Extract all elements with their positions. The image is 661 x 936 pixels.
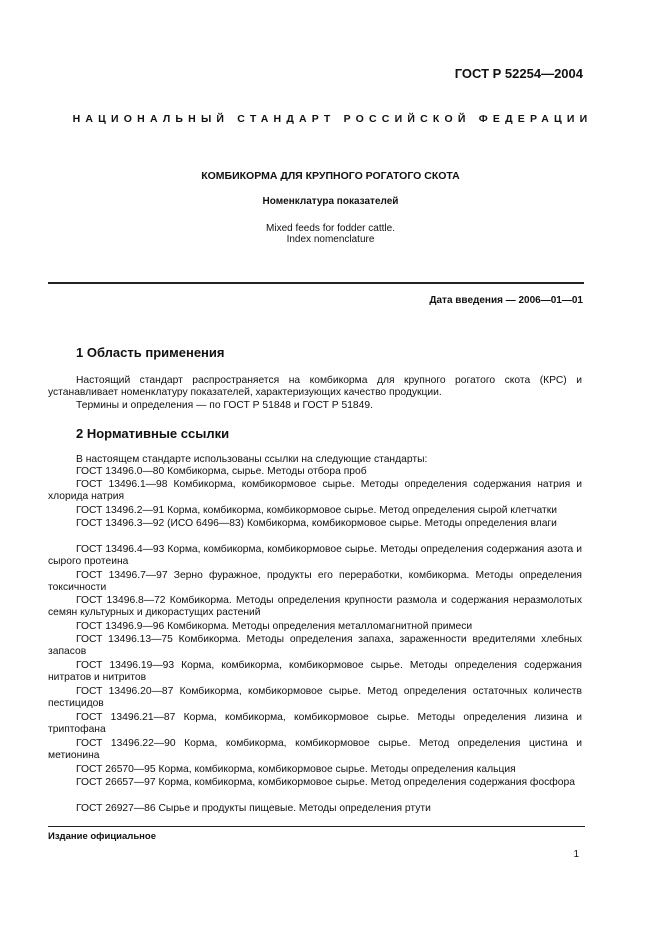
reference-item: ГОСТ 13496.19—93 Корма, комбикорма, комбикормовое сырье. Методы определения содержания нитратов и нитритов	[48, 660, 582, 684]
reference-item: ГОСТ 13496.9—96 Комбикорма. Методы определения металломагнитной примеси	[76, 621, 473, 632]
page-number: 1	[573, 849, 579, 860]
scope-paragraph: Настоящий стандарт распространяется на комбикорма для крупного рогатого скота (КРС) и устанавливает номенклатуру показателей, характеризующих качество продукции.	[48, 375, 582, 399]
document-title: КОМБИКОРМА ДЛЯ КРУПНОГО РОГАТОГО СКОТА	[201, 170, 460, 182]
section-heading-references: 2 Нормативные ссылки	[76, 426, 230, 441]
footer-divider	[48, 826, 585, 827]
reference-item: ГОСТ 13496.1—98 Комбикорма, комбикормовое сырье. Методы определения содержания натрия и хлорида натрия	[48, 479, 582, 503]
top-divider	[48, 282, 584, 284]
reference-item: ГОСТ 13496.8—72 Комбикорма. Методы определения крупности размола и содержания неразмолотых семян культурных и дикорастущих растений	[48, 595, 582, 619]
introduction-date: Дата введения — 2006—01—01	[429, 295, 583, 306]
reference-item: ГОСТ 13496.7—97 Зерно фуражное, продукты его переработки, комбикорма. Методы определения токсичности	[48, 570, 582, 594]
reference-item: ГОСТ 13496.0—80 Комбикорма, сырье. Методы отбора проб	[76, 466, 367, 477]
document-code: ГОСТ Р 52254—2004	[454, 66, 583, 81]
reference-item: ГОСТ 13496.3—92 (ИСО 6496—83) Комбикорма, комбикормовое сырье. Методы определения влаги	[76, 518, 557, 529]
reference-item: ГОСТ 13496.22—90 Корма, комбикорма, комбикормовое сырье. Метод определения цистина и метионина	[48, 738, 582, 762]
reference-item: ГОСТ 26570—95 Корма, комбикорма, комбикормовое сырье. Методы определения кальция	[76, 764, 516, 775]
reference-item: ГОСТ 13496.20—87 Комбикорма, комбикормовое сырье. Метод определения остаточных количеств пестицидов	[48, 686, 582, 710]
reference-item: ГОСТ 13496.21—87 Корма, комбикорма, комбикормовое сырье. Методы определения лизина и триптофана	[48, 712, 582, 736]
reference-item: ГОСТ 13496.2—91 Корма, комбикорма, комбикормовое сырье. Метод определения сырой клетчатки	[76, 505, 557, 516]
document-subtitle: Номенклатура показателей	[262, 196, 399, 207]
terms-paragraph: Термины и определения — по ГОСТ Р 51848 и ГОСТ Р 51849.	[76, 400, 373, 411]
english-title-line1: Mixed feeds for fodder cattle.	[266, 223, 395, 234]
references-intro: В настоящем стандарте использованы ссылки на следующие стандарты:	[76, 454, 428, 465]
national-standard-heading: НАЦИОНАЛЬНЫЙ СТАНДАРТ РОССИЙСКОЙ ФЕДЕРАЦИИ	[72, 113, 593, 125]
section-heading-scope: 1 Область применения	[76, 345, 225, 360]
official-edition-label: Издание официальное	[48, 831, 156, 842]
reference-item: ГОСТ 26927—86 Сырье и продукты пищевые. Методы определения ртути	[76, 803, 431, 814]
reference-item: ГОСТ 26657—97 Корма, комбикорма, комбикормовое сырье. Метод определения содержания фосфора	[76, 777, 575, 788]
english-title-line2: Index nomenclature	[286, 234, 375, 245]
reference-item: ГОСТ 13496.13—75 Комбикорма. Методы определения запаха, зараженности вредителями хлебных запасов	[48, 634, 582, 658]
reference-item: ГОСТ 13496.4—93 Корма, комбикорма, комбикормовое сырье. Методы определения содержания азота и сырого протеина	[48, 544, 582, 568]
